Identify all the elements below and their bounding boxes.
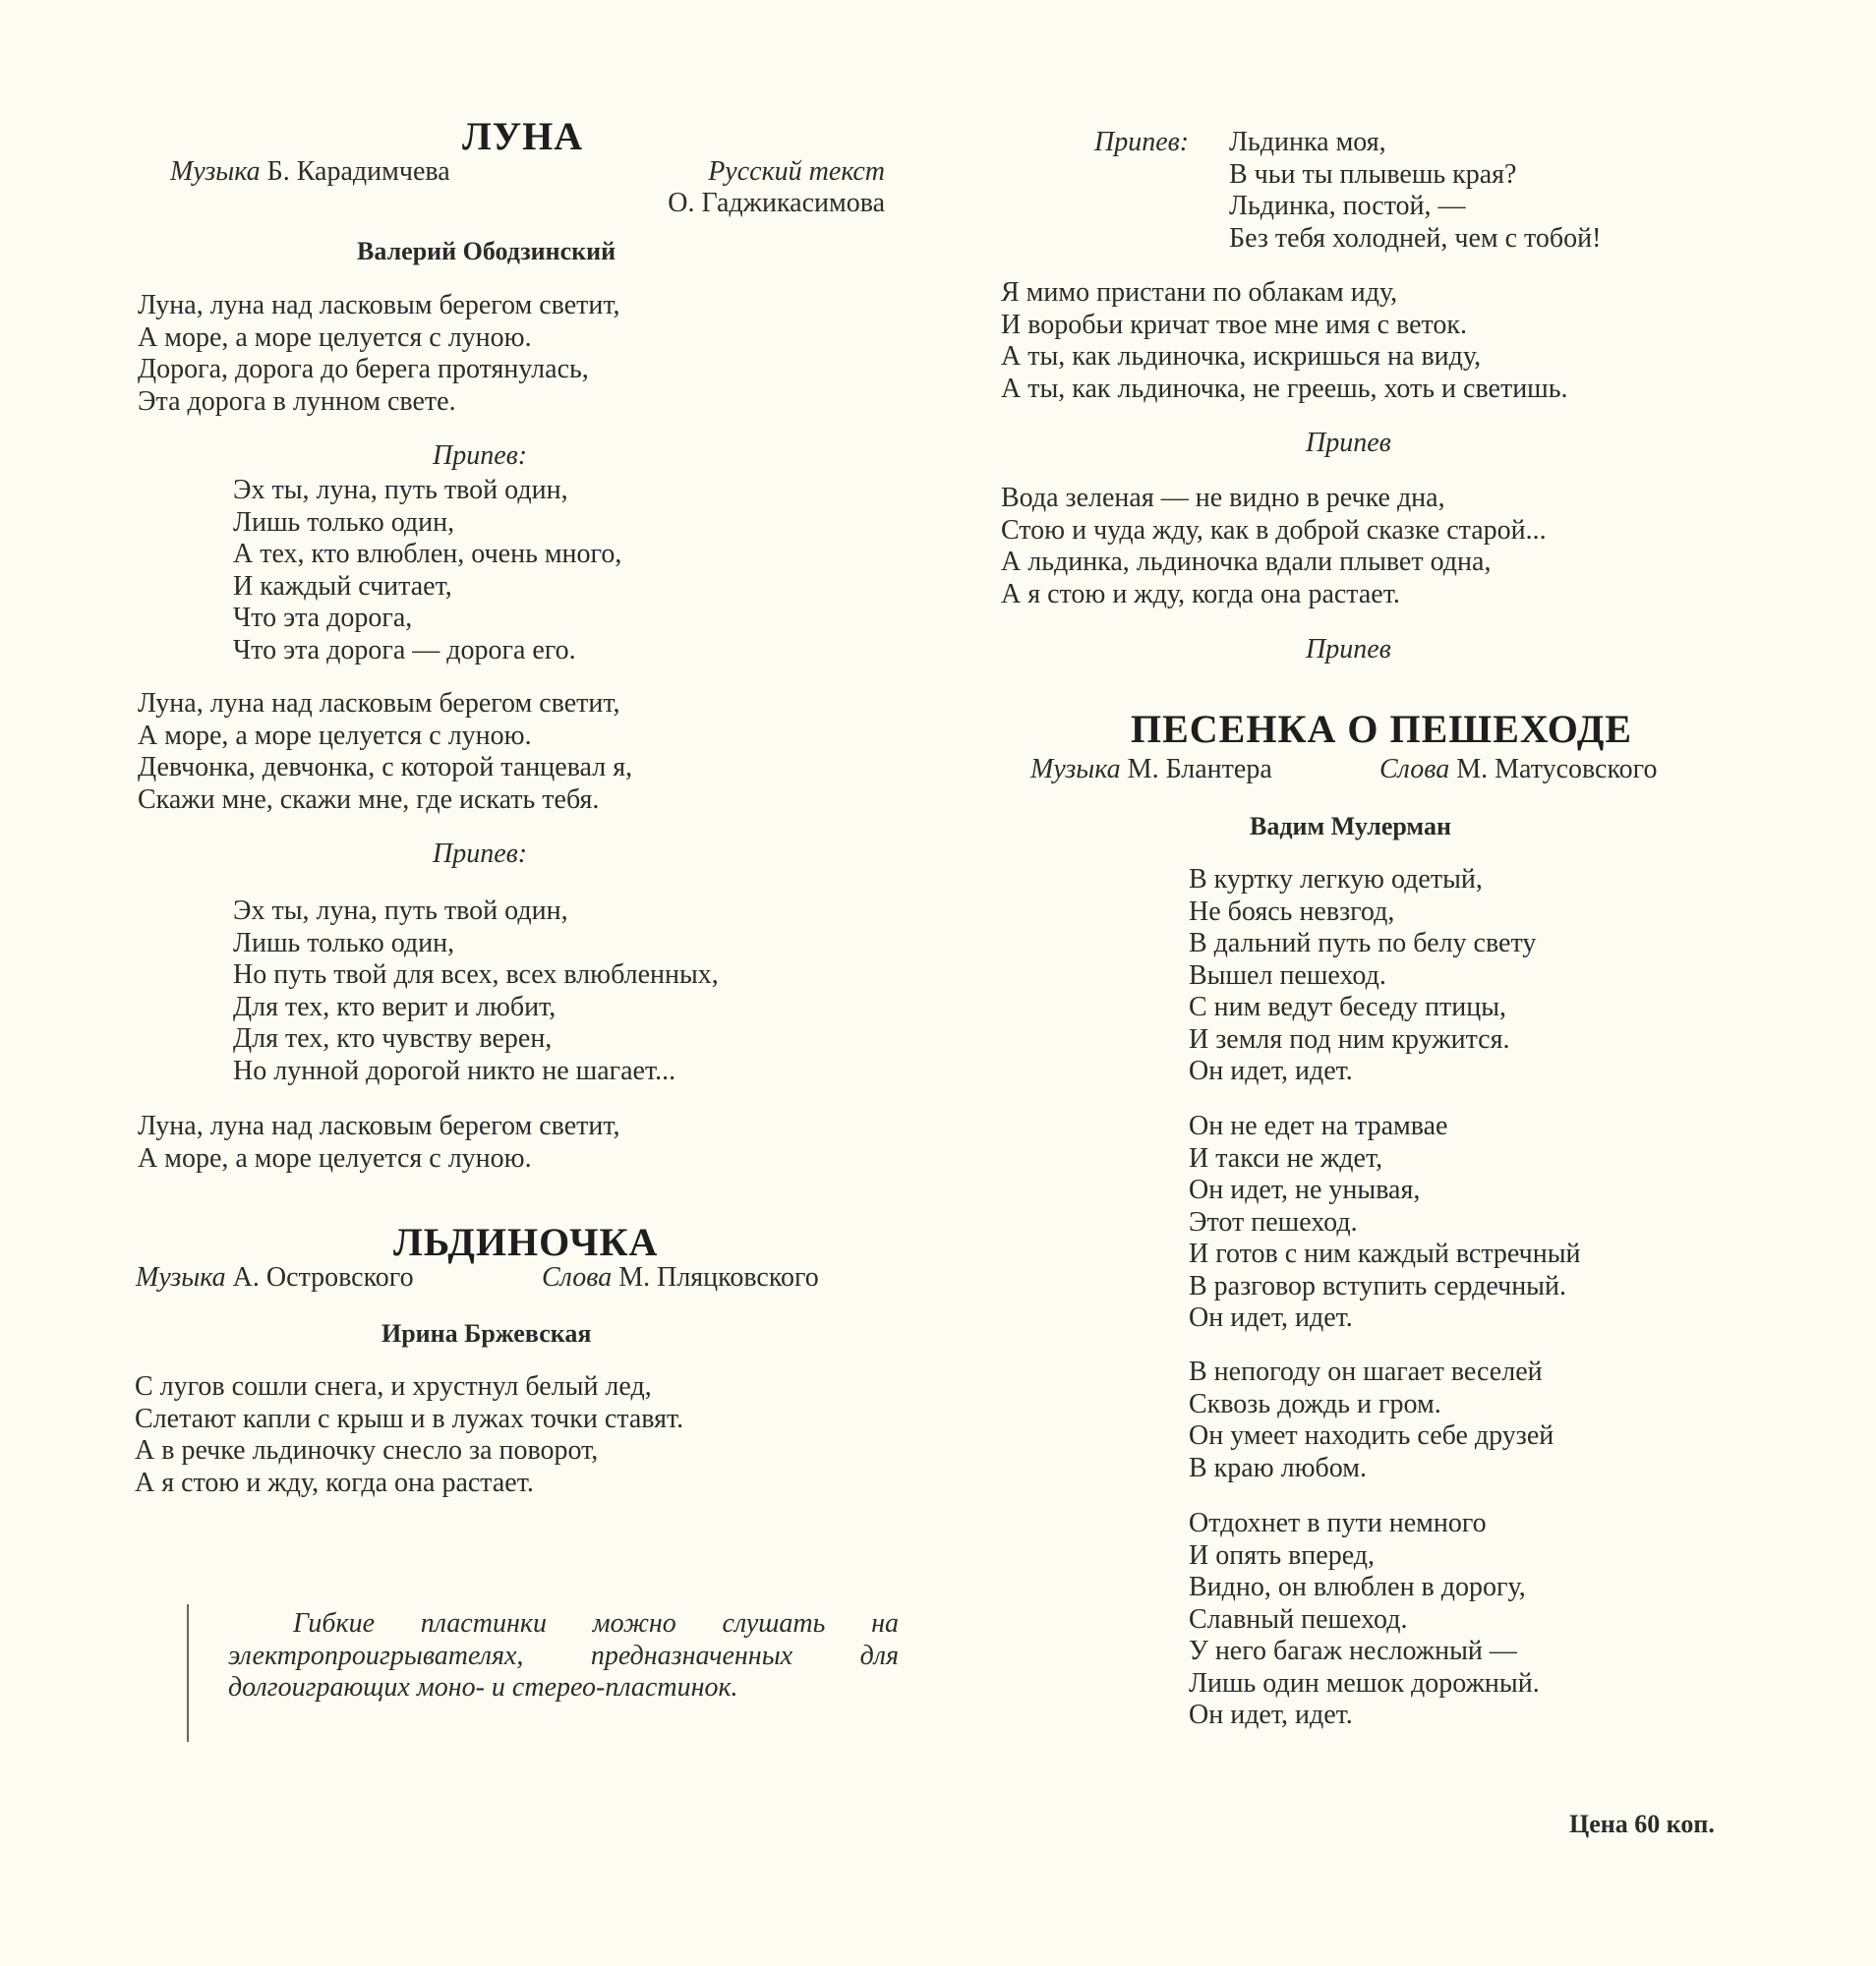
verse-ldinochka-2	[1001, 277, 1568, 405]
verse-luna-3	[138, 1111, 619, 1175]
lyric-line: Льдинка, постой, —	[1229, 191, 1466, 221]
lyric-line: В чьи ты плывешь края?	[1229, 158, 1517, 190]
performer-ldinochka: Ирина Бржевская	[381, 1319, 592, 1348]
composer-name: Б. Карадимчева	[266, 156, 450, 187]
lyric-line: С ним ведут беседу птицы,	[1189, 992, 1507, 1022]
lyric-line: Славный пешеход.	[1189, 1603, 1408, 1635]
lyric-line: Эх ты, луна, путь твой один,	[233, 896, 568, 926]
lyric-line: С лугов сошли снега, и хрустнул белый лед,	[135, 1371, 652, 1402]
song-title-luna: ЛУНА	[462, 114, 584, 158]
lyric-line: Без тебя холодней, чем с тобой!	[1229, 222, 1602, 254]
lyric-line: И готов с ним каждый встречный	[1189, 1239, 1581, 1269]
lyric-line: Луна, луна над ласковым берегом светит,	[138, 1111, 620, 1141]
lyric-line: А ты, как льдиночка, не греешь, хоть и светишь.	[1001, 373, 1568, 404]
lyric-line: Что эта дорога — дорога его.	[233, 634, 576, 665]
lyric-line: Он идет, не унывая,	[1189, 1175, 1421, 1205]
music-credit-luna	[170, 156, 450, 188]
lyric-line: Дорога, дорога до берега протянулась,	[138, 354, 589, 384]
lyric-line: А море, а море целуется с луною.	[138, 720, 532, 751]
verse-luna-1	[138, 290, 619, 418]
music-label: Музыка	[136, 1262, 226, 1293]
lyric-line: Лишь только один,	[233, 506, 455, 538]
lyric-line: Стою и чуда жду, как в доброй сказке старой...	[1001, 514, 1547, 546]
verse-peshehod-4	[1189, 1508, 1540, 1732]
refrain-luna-1	[233, 475, 621, 666]
lyric-line: А тех, кто влюблен, очень много,	[233, 539, 622, 569]
text-label: Русский текст	[708, 156, 885, 187]
lyric-line: Лишь один мешок дорожный.	[1189, 1667, 1540, 1699]
lyric-line: Девчонка, девчонка, с которой танцевал я,	[138, 752, 633, 782]
lyricist-name: М. Матусовского	[1456, 754, 1658, 784]
lyric-line: А льдинка, льдиночка вдали плывет одна,	[1001, 547, 1492, 577]
music-credit-ldinochka	[136, 1262, 414, 1294]
lyric-line: И такси не ждет,	[1189, 1142, 1383, 1174]
lyric-line: Слетают капли с крыш и в лужах точки ставят.	[135, 1403, 684, 1434]
lyric-line: Льдинка моя,	[1229, 127, 1386, 157]
lyric-line: А море, а море целуется с луною.	[138, 321, 532, 353]
lyric-line: И воробьи кричат твое мне имя с веток.	[1001, 309, 1467, 340]
refrain-ref-ldinochka-2: Припев	[1306, 634, 1391, 665]
verse-ldinochka-1	[135, 1371, 683, 1499]
lyric-line: У него багаж несложный —	[1189, 1636, 1517, 1666]
note-margin-rule	[187, 1604, 189, 1742]
playback-note: Гибкие пластинки можно слушать на электропроигрывателях, предназначенных для долгоиграющих моно- и стерео-пластинок.	[228, 1608, 899, 1703]
verse-peshehod-2	[1189, 1111, 1581, 1335]
refrain-ref-ldinochka-1: Припев	[1306, 428, 1391, 458]
lyric-line: Он идет, идет.	[1189, 1700, 1353, 1730]
music-label: Музыка	[1030, 754, 1121, 784]
lyric-line: И каждый считает,	[233, 570, 452, 602]
lyric-line: Но лунной дорогой никто не шагает...	[233, 1055, 676, 1086]
lyric-line: В краю любом.	[1189, 1452, 1367, 1483]
lyric-line: Вода зеленая — не видно в речке дна,	[1001, 483, 1445, 513]
refrain-ldinochka	[1229, 127, 1601, 255]
lyric-line: Отдохнет в пути немного	[1189, 1508, 1487, 1538]
lyric-line: Вышел пешеход.	[1189, 959, 1386, 991]
lyric-line: Для тех, кто верит и любит,	[233, 991, 557, 1022]
lyric-line: Эх ты, луна, путь твой один,	[233, 475, 568, 505]
lyric-line: Но путь твой для всех, всех влюбленных,	[233, 959, 719, 990]
lyric-line: А я стою и жду, когда она растает.	[135, 1467, 534, 1498]
lyric-line: Для тех, кто чувству верен,	[233, 1023, 553, 1054]
lyric-line: Он идет, идет.	[1189, 1302, 1353, 1333]
song-title-peshehod: ПЕСЕНКА О ПЕШЕХОДЕ	[1131, 707, 1633, 751]
lyric-line: В непогоду он шагает веселей	[1189, 1357, 1543, 1387]
lyric-line: Сквозь дождь и гром.	[1189, 1388, 1441, 1419]
price-label: Цена 60 коп.	[1569, 1810, 1715, 1838]
refrain-label-ldinochka: Припев:	[1094, 127, 1190, 157]
refrain-label-luna-1: Припев:	[433, 440, 528, 471]
lyric-line: Не боясь невзгод,	[1189, 896, 1395, 927]
text-credit-peshehod	[1379, 754, 1657, 785]
text-credit-ldinochka	[542, 1262, 819, 1294]
performer-peshehod: Вадим Мулерман	[1250, 812, 1451, 840]
lyric-line: В дальний путь по белу свету	[1189, 928, 1537, 958]
lyric-line: Эта дорога в лунном свете.	[138, 385, 456, 417]
verse-ldinochka-3	[1001, 483, 1547, 610]
text-label: Слова	[1379, 754, 1450, 784]
lyric-line: В куртку легкую одетый,	[1189, 864, 1483, 895]
lyricist-name: М. Пляцковского	[618, 1262, 819, 1293]
lyric-line: И земля под ним кружится.	[1189, 1023, 1510, 1055]
lyric-line: А море, а море целуется с луною.	[138, 1142, 532, 1174]
lyric-line: А ты, как льдиночка, искришься на виду,	[1001, 341, 1482, 372]
lyric-line: В разговор вступить сердечный.	[1189, 1270, 1566, 1301]
lyric-line: Видно, он влюблен в дорогу,	[1189, 1572, 1526, 1602]
verse-luna-2	[138, 688, 632, 816]
lyric-line: Я мимо пристани по облакам иду,	[1001, 277, 1398, 308]
song-title-ldinochka: ЛЬДИНОЧКА	[393, 1220, 659, 1264]
lyric-line: Он идет, идет.	[1189, 1056, 1353, 1086]
music-credit-peshehod	[1030, 754, 1272, 785]
lyric-line: А в речке льдиночку снесло за поворот,	[135, 1435, 599, 1466]
lyric-line: Этот пешеход.	[1189, 1206, 1358, 1238]
text-label: Слова	[542, 1262, 613, 1293]
lyric-line: Он умеет находить себе друзей	[1189, 1420, 1554, 1451]
lyricist-name: О. Гаджикасимова	[668, 188, 885, 218]
lyric-line: А я стою и жду, когда она растает.	[1001, 578, 1400, 609]
verse-peshehod-1	[1189, 864, 1536, 1088]
composer-name: А. Островского	[232, 1262, 414, 1293]
performer-luna: Валерий Ободзинский	[357, 237, 616, 265]
lyric-line: Что эта дорога,	[233, 603, 413, 633]
music-label: Музыка	[170, 156, 261, 187]
lyric-line: Луна, луна над ласковым берегом светит,	[138, 688, 620, 719]
lyric-line: Он не едет на трамвае	[1189, 1111, 1448, 1141]
lyric-line: Луна, луна над ласковым берегом светит,	[138, 290, 620, 320]
refrain-label-luna-2: Припев:	[433, 838, 528, 869]
lyric-line: Скажи мне, скажи мне, где искать тебя.	[138, 783, 600, 815]
text-credit-luna	[608, 156, 885, 219]
lyric-line: Лишь только один,	[233, 927, 455, 958]
verse-peshehod-3	[1189, 1357, 1554, 1484]
lyric-line: И опять вперед,	[1189, 1539, 1376, 1571]
refrain-luna-2	[233, 896, 719, 1087]
composer-name: М. Блантера	[1127, 754, 1272, 784]
